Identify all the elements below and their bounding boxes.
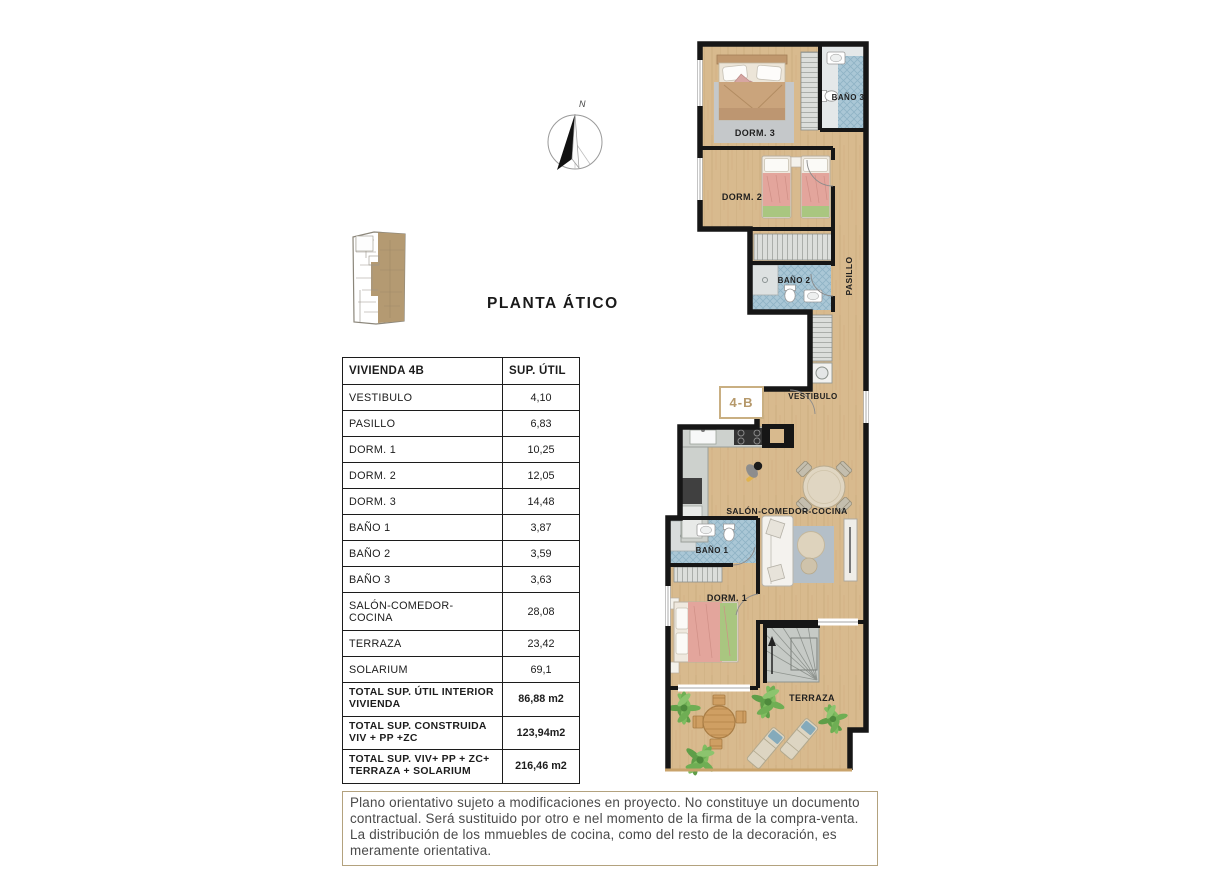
area-row — [343, 657, 580, 683]
staircase — [765, 626, 819, 682]
area-total-row — [343, 750, 580, 784]
area-row-value: 14,48 — [503, 489, 580, 515]
area-row-value: 123,94m2 — [503, 716, 580, 750]
area-row-label: TOTAL SUP. ÚTIL INTERIOR VIVIENDA — [343, 683, 503, 717]
area-total-row — [343, 716, 580, 750]
area-row — [343, 411, 580, 437]
area-row — [343, 593, 580, 631]
pouf-small — [801, 558, 817, 574]
area-row-label: DORM. 3 — [343, 489, 503, 515]
area-table-header-unit: VIVIENDA 4B — [343, 358, 503, 385]
closet-dorm2 — [754, 234, 832, 260]
compass-needle — [557, 114, 575, 170]
area-row-value: 216,46 m2 — [503, 750, 580, 784]
area-row-label: SALÓN-COMEDOR-COCINA — [343, 593, 503, 631]
area-row-label: BAÑO 1 — [343, 515, 503, 541]
room-label-terraza: TERRAZA — [789, 693, 835, 703]
area-row-label: SOLARIUM — [343, 657, 503, 683]
unit-badge-label: 4-B — [729, 395, 754, 410]
area-row-value: 10,25 — [503, 437, 580, 463]
area-row-value: 3,59 — [503, 541, 580, 567]
sofa — [762, 516, 793, 586]
area-row-value: 69,1 — [503, 657, 580, 683]
area-row-label: BAÑO 2 — [343, 541, 503, 567]
closet-dorm1 — [674, 567, 722, 582]
area-row-value: 28,08 — [503, 593, 580, 631]
oven-unit — [682, 478, 702, 504]
key-plan — [353, 232, 405, 324]
room-label-pasillo: PASILLO — [844, 256, 854, 296]
room-label-bano1: BAÑO 1 — [695, 546, 729, 555]
compass-rose — [548, 99, 602, 170]
area-row-value: 23,42 — [503, 631, 580, 657]
area-table-header-row — [343, 358, 580, 385]
wardrobe-dorm3 — [801, 52, 818, 130]
area-row — [343, 541, 580, 567]
room-label-dorm1: DORM. 1 — [706, 593, 748, 603]
area-row-label: TOTAL SUP. CONSTRUIDA VIV + PP +ZC — [343, 716, 503, 750]
floor-plan — [665, 44, 869, 785]
area-row-label: DORM. 2 — [343, 463, 503, 489]
area-row — [343, 567, 580, 593]
room-label-bano2: BAÑO 2 — [777, 276, 811, 285]
area-row-label: BAÑO 3 — [343, 567, 503, 593]
area-table-wrap — [342, 357, 580, 784]
room-label-bano3: BAÑO 3 — [831, 93, 865, 102]
area-row — [343, 463, 580, 489]
area-row — [343, 489, 580, 515]
entry-pillar — [762, 424, 794, 448]
page-title: PLANTA ÁTICO — [487, 295, 619, 312]
area-row-value: 12,05 — [503, 463, 580, 489]
area-row-label: VESTIBULO — [343, 385, 503, 411]
pouf-large — [798, 532, 825, 559]
room-label-dorm2: DORM. 2 — [721, 192, 763, 202]
area-row-label: TERRAZA — [343, 631, 503, 657]
area-row — [343, 515, 580, 541]
area-row-label: DORM. 1 — [343, 437, 503, 463]
area-row-value: 4,10 — [503, 385, 580, 411]
room-label-dorm3: DORM. 3 — [734, 128, 776, 138]
bed-dorm1 — [668, 598, 738, 673]
disclaimer-note: Plano orientativo sujeto a modificaciones en proyecto. No constituye un documento contractual. Será sustituido por otro e nel momento de la firma de la compra-venta. La distribución de los mmuebles de cocina, como del resto de la decoración, es meramente orientativa. — [342, 791, 878, 866]
area-row-value: 3,63 — [503, 567, 580, 593]
area-row — [343, 437, 580, 463]
area-row-label: TOTAL SUP. VIV+ PP + ZC+ TERRAZA + SOLARIUM — [343, 750, 503, 784]
area-row-value: 6,83 — [503, 411, 580, 437]
tv-cabinet — [844, 519, 857, 581]
compass-north-label: N — [579, 99, 586, 109]
area-row-value: 3,87 — [503, 515, 580, 541]
area-row — [343, 631, 580, 657]
area-row — [343, 385, 580, 411]
room-label-vestibulo: VESTIBULO — [788, 392, 838, 401]
area-row-label: PASILLO — [343, 411, 503, 437]
unit-badge — [720, 387, 763, 418]
bed-dorm3 — [717, 55, 787, 120]
area-table — [342, 357, 580, 784]
area-total-row — [343, 683, 580, 717]
washing-machine — [812, 363, 832, 383]
closet-pasillo — [812, 315, 832, 361]
area-row-value: 86,88 m2 — [503, 683, 580, 717]
area-table-body — [343, 385, 580, 784]
room-label-salon: SALÓN-COMEDOR-COCINA — [726, 506, 848, 516]
area-table-header-sup: SUP. ÚTIL — [503, 358, 580, 385]
